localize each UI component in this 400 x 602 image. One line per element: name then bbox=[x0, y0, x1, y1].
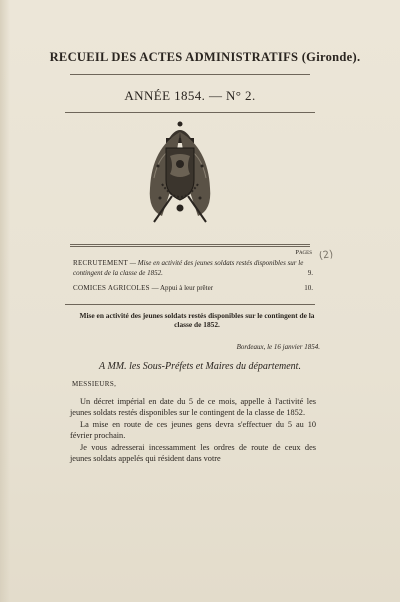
title-rule bbox=[70, 74, 310, 75]
binding-shadow bbox=[0, 0, 10, 602]
toc-entry-label: COMICES AGRICOLES bbox=[73, 284, 150, 292]
article-paragraph: Je vous adresserai incessamment les ordres de route de ceux des jeunes soldats appelés qui résident dans votre bbox=[70, 443, 316, 463]
article-addressee: A MM. les Sous-Préfets et Maires du département. bbox=[99, 361, 301, 372]
article-paragraph: Un décret impérial en date du 5 de ce mois, appelle à l'activité les jeunes soldats restés disponibles sur le contingent de la classe de 1852. bbox=[70, 397, 316, 417]
toc-entry-description: — Appui à leur prêter bbox=[151, 284, 214, 292]
toc-entry-page: 9. bbox=[307, 269, 313, 277]
issue-line: ANNÉE 1854. — N° 2. bbox=[124, 88, 256, 103]
article-heading: Mise en activité des jeunes soldats restés disponibles sur le contingent de la classe de 1852. bbox=[79, 311, 315, 329]
toc-entry-page: 10. bbox=[304, 284, 313, 292]
imperial-coat-of-arms-icon bbox=[140, 118, 220, 230]
toc-entry-description: — Mise en activité des jeunes soldats restés disponibles sur le contingent de la classe de 1852. bbox=[73, 259, 304, 277]
issue-rule bbox=[65, 112, 315, 113]
contents-rule bbox=[70, 244, 310, 247]
article-date: Bordeaux, le 16 janvier 1854. bbox=[236, 343, 320, 351]
handwritten-note: (2) bbox=[318, 249, 334, 262]
toc-entry-label: RECRUTEMENT bbox=[73, 259, 129, 267]
article-body bbox=[70, 396, 316, 465]
toc-entry bbox=[73, 283, 313, 293]
section-rule bbox=[65, 304, 315, 305]
article-salutation: MESSIEURS, bbox=[72, 380, 117, 388]
pages-column-header: Pages bbox=[295, 249, 312, 256]
toc-entry bbox=[73, 258, 313, 278]
publication-title: RECUEIL DES ACTES ADMINISTRATIFS (Gironde). bbox=[49, 50, 361, 64]
article-paragraph: La mise en route de ces jeunes gens devra s'effectuer du 5 au 10 février prochain. bbox=[70, 420, 316, 440]
